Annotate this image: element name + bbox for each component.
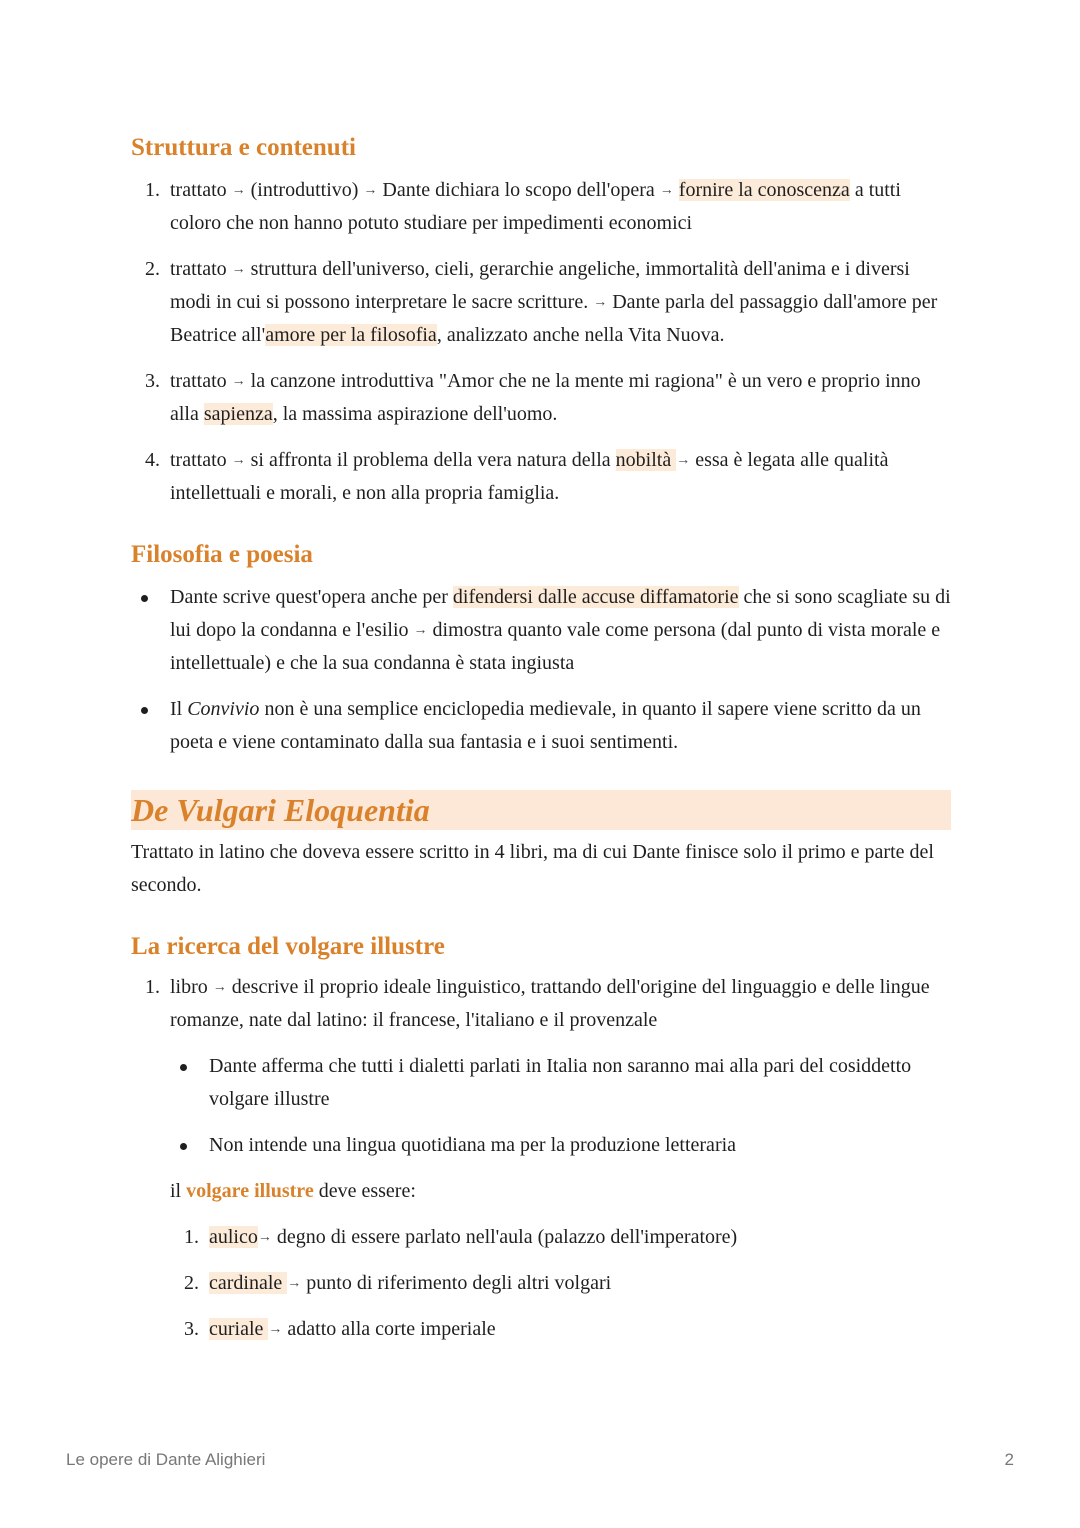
list-item: 4. trattato → si affronta il problema della vera natura della nobiltà → essa è legata alle qualità intellettuali e morali, e non alla propria famiglia.: [145, 449, 889, 504]
intro-paragraph: Trattato in latino che doveva essere scritto in 4 libri, ma di cui Dante finisce solo il primo e parte del secondo.: [131, 841, 934, 896]
highlight: curiale: [209, 1318, 269, 1340]
arrow-icon: →: [212, 980, 227, 996]
arrow-icon: →: [593, 295, 608, 311]
bullet-icon: [141, 595, 148, 602]
list-item: 2. cardinale → punto di riferimento degli altri volgari: [184, 1272, 612, 1294]
term-volgare-illustre: volgare illustre: [186, 1180, 314, 1202]
highlight: nobiltà: [615, 449, 677, 471]
highlight: aulico: [209, 1226, 258, 1248]
list-item: 1. trattato → (introduttivo) → Dante dichiara lo scopo dell'opera → fornire la conoscenza a tutti coloro che non hanno potuto studiare per impedimenti economici: [145, 179, 901, 234]
highlight: amore per la filosofia: [265, 324, 437, 346]
list-item: Dante afferma che tutti i dialetti parlati in Italia non saranno mai alla pari del cosiddetto volgare illustre: [170, 1050, 951, 1116]
highlight: cardinale: [209, 1272, 288, 1294]
qualities-list: [170, 1221, 951, 1346]
list-item: Dante scrive quest'opera anche per difendersi dalle accuse diffamatorie che si sono scagliate su di lui dopo la condanna e l'esilio → dimostra quanto vale come persona (dal punto di vista morale e intellettuale) e che la sua condanna è stata ingiusta: [131, 581, 951, 680]
footer-title: Le opere di Dante Alighieri: [66, 1450, 266, 1469]
arrow-icon: →: [231, 183, 246, 199]
arrow-icon: →: [676, 453, 691, 469]
bullet-icon: [141, 707, 148, 714]
arrow-icon: →: [257, 1230, 272, 1246]
filosofia-list: [131, 581, 951, 759]
list-item: 2. trattato → struttura dell'universo, cieli, gerarchie angeliche, immortalità dell'anima e i diversi modi in cui si possono interpretare le sacre scritture. → Dante parla del passaggio dall'amore per Beatrice all'amore per la filosofia, analizzato anche nella Vita Nuova.: [145, 258, 938, 346]
lead-line: il volgare illustre deve essere:: [170, 1180, 416, 1202]
list-item: 3. trattato → la canzone introduttiva "Amor che ne la mente mi ragiona" è un vero e proprio inno alla sapienza, la massima aspirazione dell'uomo.: [145, 370, 921, 425]
highlight: fornire la conoscenza: [678, 179, 850, 201]
arrow-icon: →: [659, 183, 674, 199]
arrow-icon: →: [413, 623, 428, 639]
arrow-icon: →: [231, 453, 246, 469]
list-item: 1. libro → descrive il proprio ideale linguistico, trattando dell'origine del linguaggio e delle lingue romanze, nate dal latino: il francese, l'italiano e il provenzale Dante afferma che tutti i dialetti parlati in Italia non saranno mai alla pari del cosiddetto volgare illustre Non intende una lingua quotidiana ma per la produzione letteraria il volgare illustre deve essere: 1. aulico→ degno di essere parlato nell'aula (palazzo dell'imperatore) 2. cardinale → punto di riferimento degli altri volgari 3. curiale → adatto alla corte imperiale: [131, 971, 951, 1346]
arrow-icon: →: [363, 183, 378, 199]
arrow-icon: →: [231, 262, 246, 278]
heading-struttura: Struttura e contenuti: [131, 134, 356, 161]
heading-de-vulgari: De Vulgari Eloquentia: [131, 790, 951, 830]
arrow-icon: →: [231, 374, 246, 390]
document-body: [131, 128, 951, 1346]
highlight: sapienza: [203, 403, 273, 425]
heading-filosofia: Filosofia e poesia: [131, 541, 313, 568]
bullet-icon: [180, 1064, 187, 1071]
trattati-list: [131, 174, 951, 510]
dialetti-list: [170, 1050, 951, 1162]
list-item: Il Convivio non è una semplice enciclopedia medievale, in quanto il sapere viene scritto da un poeta e viene contaminato dalla sua fantasia e i suoi sentimenti.: [131, 693, 951, 759]
page-number: 2: [1004, 1450, 1014, 1469]
list-item: Non intende una lingua quotidiana ma per la produzione letteraria: [170, 1129, 951, 1162]
list-item: 3. curiale → adatto alla corte imperiale: [184, 1318, 496, 1340]
list-item: 1. aulico→ degno di essere parlato nell'aula (palazzo dell'imperatore): [184, 1226, 738, 1248]
heading-volgare-illustre: La ricerca del volgare illustre: [131, 933, 445, 960]
highlight: difendersi dalle accuse diffamatorie: [452, 586, 739, 608]
arrow-icon: →: [287, 1276, 302, 1292]
arrow-icon: →: [268, 1322, 283, 1338]
bullet-icon: [180, 1143, 187, 1150]
emphasis: Convivio: [187, 698, 260, 720]
